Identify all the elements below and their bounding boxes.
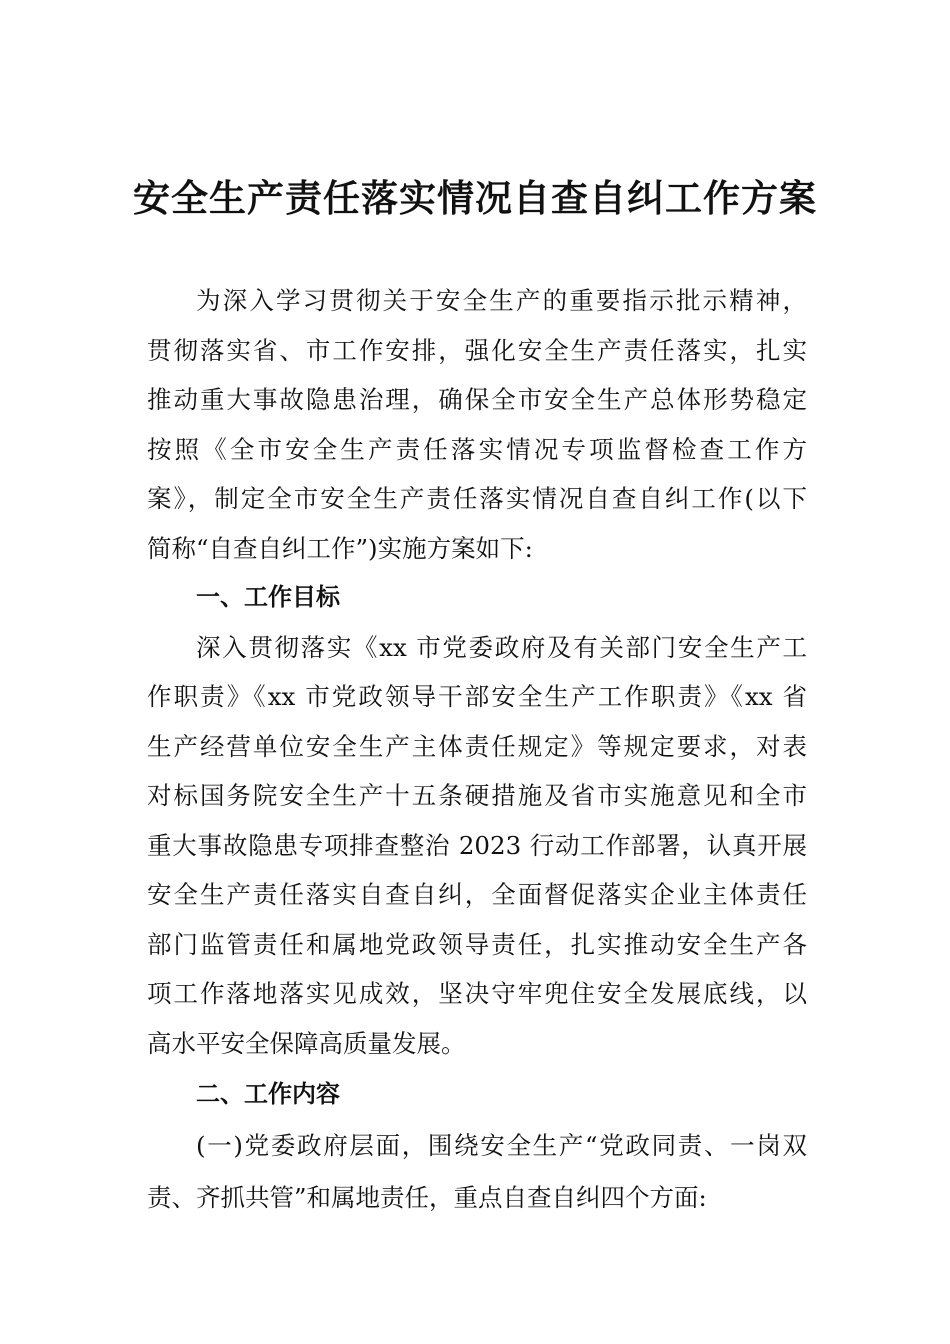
paragraph-line: 深入贯彻落实《xx 市党委政府及有关部门安全生产工: [196, 632, 807, 662]
paragraph-line: 高水平安全保障高质量发展。: [147, 1028, 466, 1058]
paragraph-line: 推动重大事故隐患治理，确保全市安全生产总体形势稳定: [147, 385, 807, 414]
paragraph-line: 对标国务院安全生产十五条硬措施及省市实施意见和全市: [147, 781, 807, 810]
paragraph-line: 重大事故隐患专项排查整治 2023 行动工作部署，认真开展: [147, 830, 807, 860]
paragraph-line: 生产经营单位安全生产主体责任规定》等规定要求，对表: [147, 731, 807, 761]
paragraph-line: 安全生产责任落实自查自纠，全面督促落实企业主体责任: [147, 880, 807, 909]
paragraph-line: 作职责》《xx 市党政领导干部安全生产工作职责》《xx 省: [147, 682, 807, 711]
paragraph-line: 按照《全市安全生产责任落实情况专项监督检查工作方: [147, 434, 807, 464]
paragraph-line: 案》，制定全市安全生产责任落实情况自查自纠工作(以下: [147, 484, 807, 513]
section-heading: 一、工作目标: [196, 583, 340, 611]
paragraph-line: 项工作落地落实见成效，坚决守牢兜住安全发展底线，以: [147, 979, 807, 1008]
document-body: [147, 276, 807, 1224]
paragraph-line: 简称“自查自纠工作”)实施方案如下:: [147, 533, 533, 563]
paragraph-line: 部门监管责任和属地党政领导责任，扎实推动安全生产各: [147, 929, 807, 959]
paragraph-line: 贯彻落实省、市工作安排，强化安全生产责任落实，扎实: [147, 335, 807, 365]
paragraph-line: 为深入学习贯彻关于安全生产的重要指示批示精神，: [196, 286, 807, 315]
paragraph-line: (一)党委政府层面，围绕安全生产“党政同责、一岗双: [196, 1131, 807, 1160]
document-title: 安全生产责任落实情况自查自纠工作方案: [133, 176, 817, 220]
paragraph-line: 责、齐抓共管”和属地责任，重点自查自纠四个方面:: [147, 1183, 707, 1212]
section-heading: 二、工作内容: [196, 1080, 340, 1108]
